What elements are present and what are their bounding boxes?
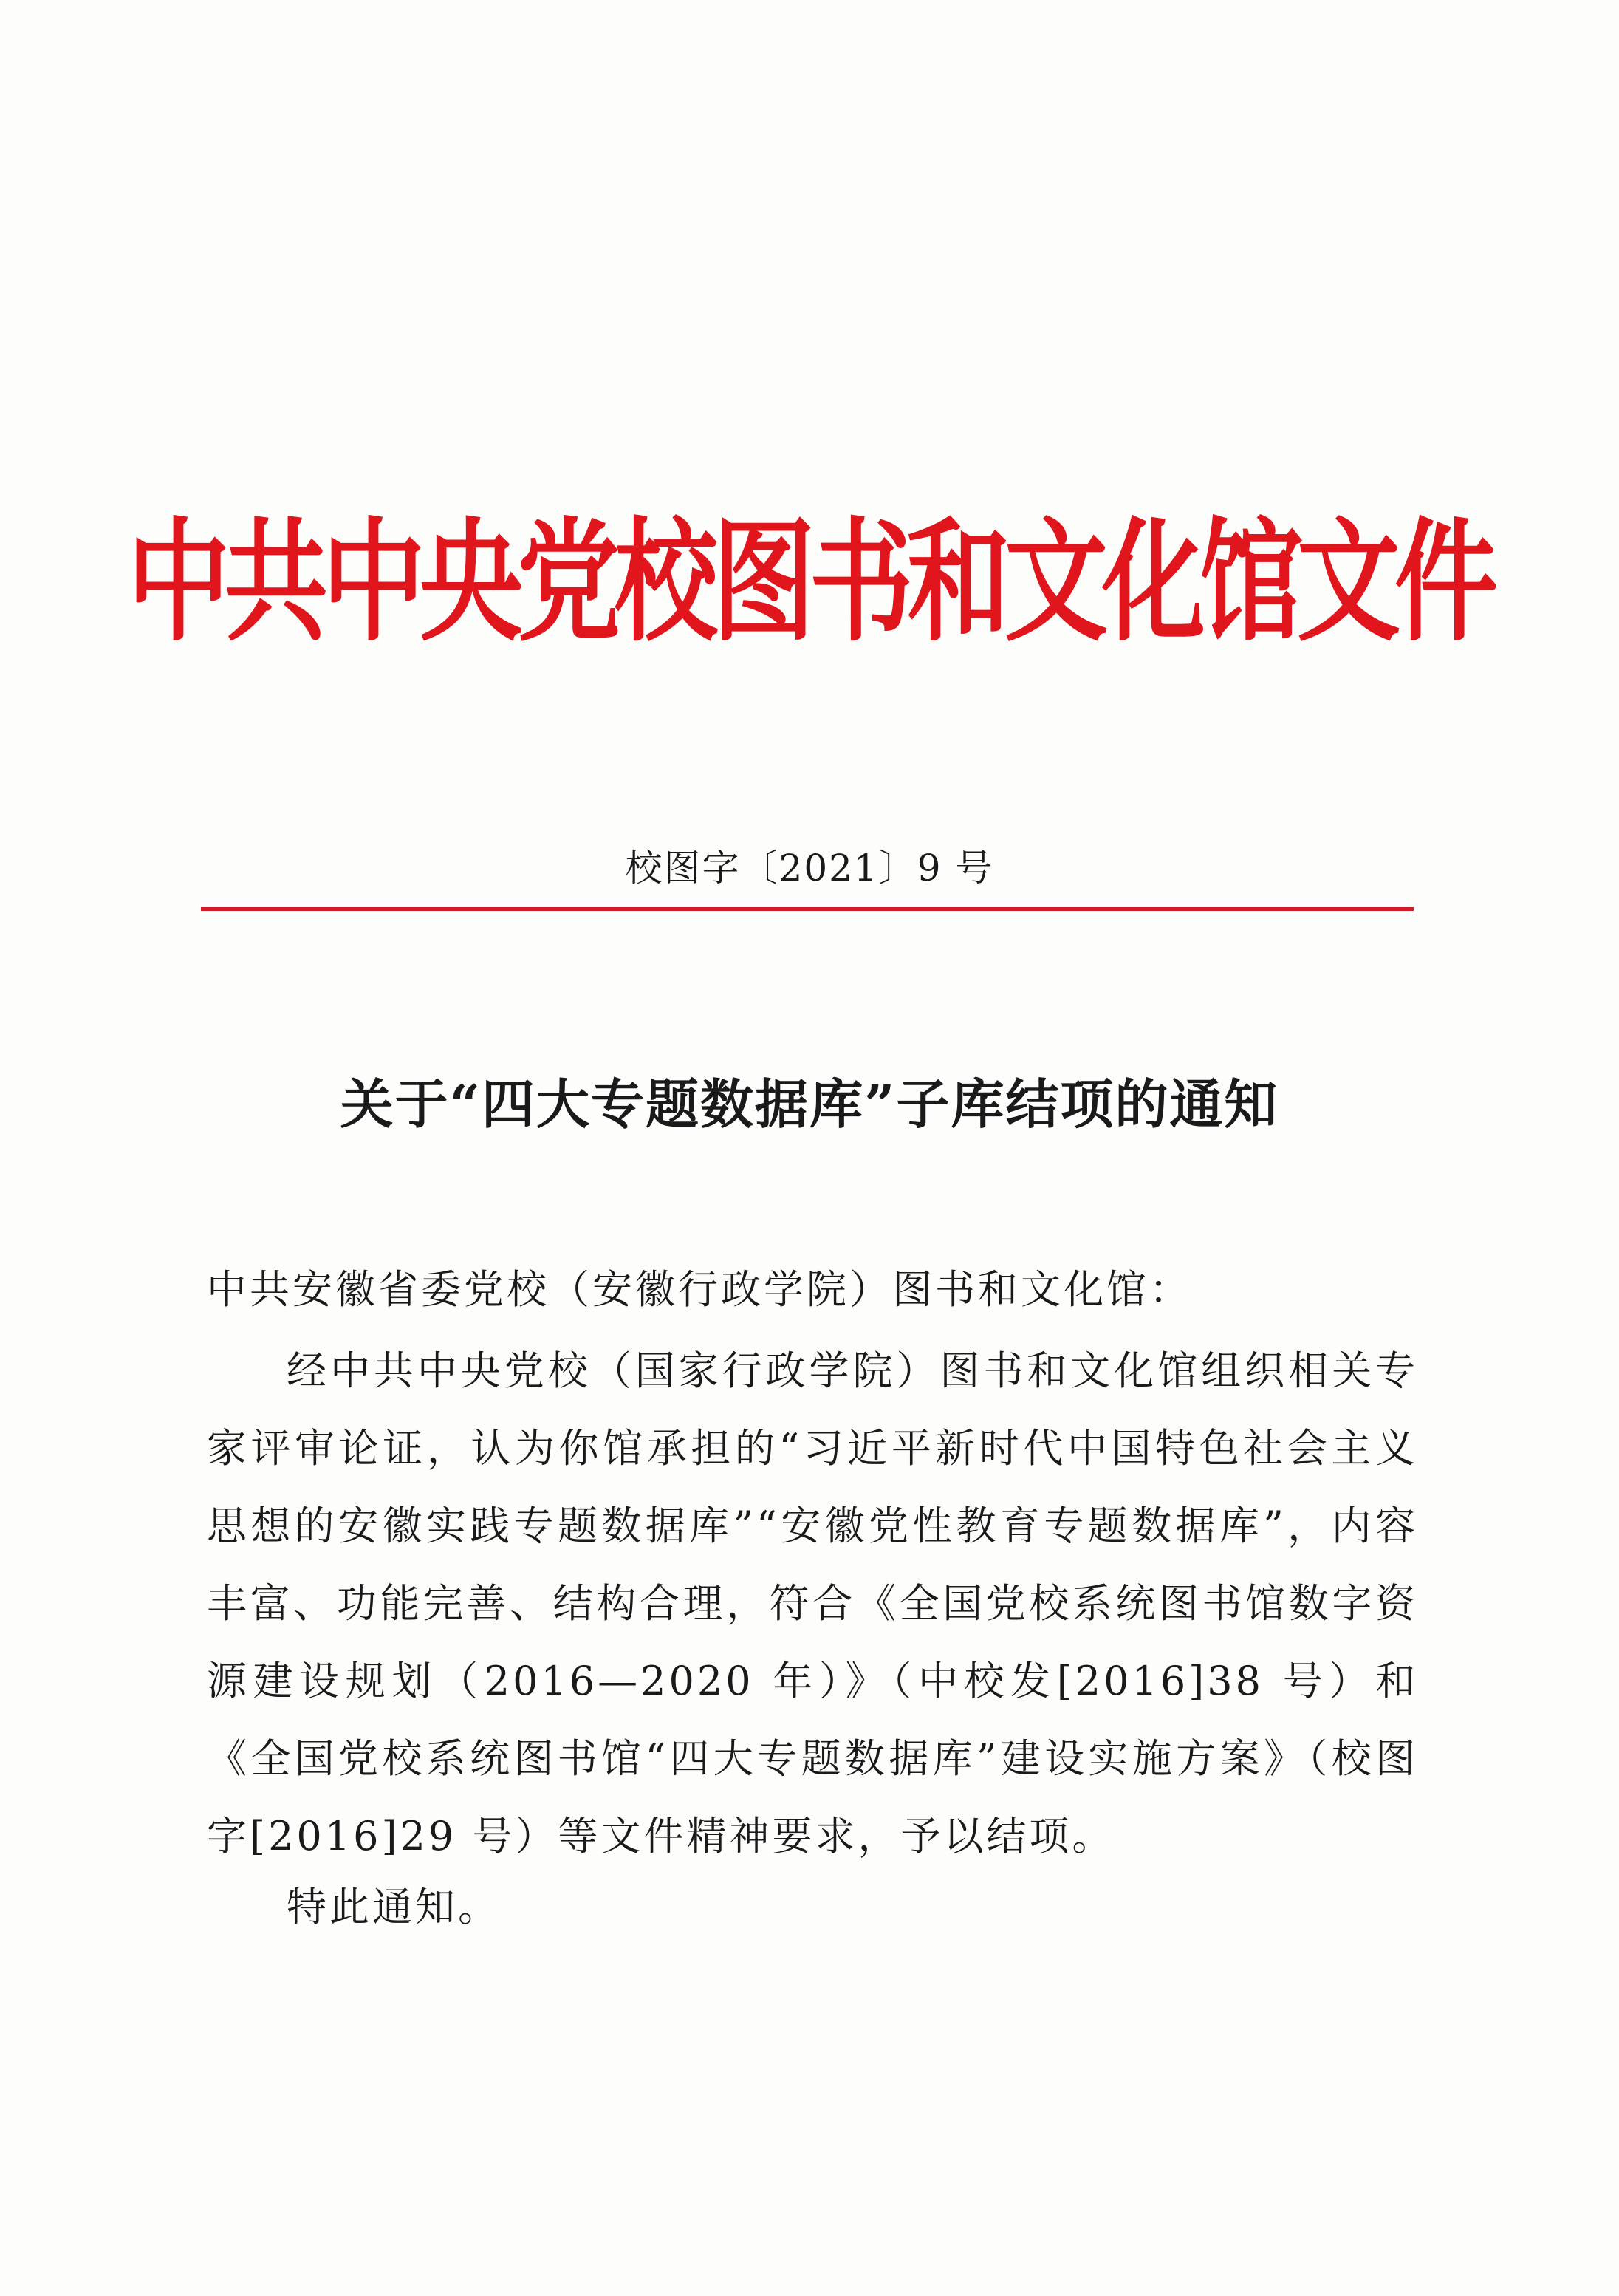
recipient-line: 中共安徽省委党校（安徽行政学院）图书和文化馆：: [207, 1266, 1192, 1313]
notice-title: 关于“四大专题数据库”子库结项的通知: [340, 1073, 1279, 1135]
red-divider-line: [201, 907, 1414, 911]
notice-body-paragraph: 经中共中央党校（国家行政学院）图书和文化馆组织相关专家评审论证，认为你馆承担的“习近平新时代中国特色社会主义思想的安徽实践专题数据库”“安徽党性教育专题数据库”，内容丰富、功能完善、结构合理，符合《全国党校系统图书馆数字资源建设规划（2016—2020 年）》（中校发[2016]38 号）和《全国党校系统图书馆“四大专题数据库”建设实施方案》（校图字[2016]29 号）等文件精神要求，予以结项。: [207, 1347, 1418, 1859]
masthead-title: 中共中央党校图书和文化馆文件: [126, 506, 1492, 660]
closing-line: 特此通知。: [287, 1884, 501, 1930]
document-number: 校图字〔2021〕9 号: [625, 847, 994, 889]
